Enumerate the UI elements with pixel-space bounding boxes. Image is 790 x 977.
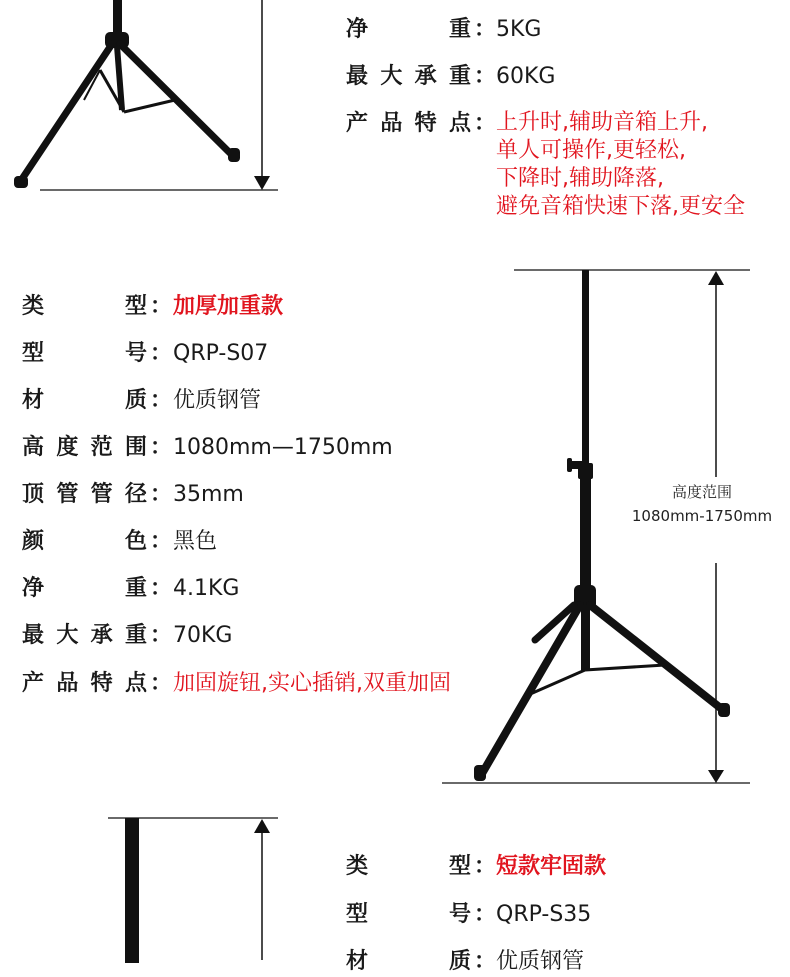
spec-value: QRP-S35 (496, 902, 592, 927)
spec-label (346, 947, 471, 977)
feature-line: 下降时,辅助降落, (496, 166, 664, 191)
label-char: 特 (414, 111, 437, 136)
colon: ： (474, 64, 497, 89)
spec-label (22, 433, 147, 463)
speaker-stand-image-3 (108, 815, 283, 960)
height-range-value: 1080mm-1750mm (631, 507, 773, 525)
colon: ： (150, 529, 173, 554)
label-char: 品 (380, 111, 403, 136)
spec-value: 70KG (173, 623, 233, 648)
spec-label (346, 15, 471, 45)
spec-label (22, 669, 147, 699)
label-char: 重 (448, 64, 471, 89)
spec-value: 黑色 (173, 529, 218, 554)
label-char: 型 (448, 854, 471, 879)
label-char: 点 (448, 111, 471, 136)
spec-value: 60KG (496, 64, 556, 89)
label-char: 品 (56, 671, 79, 696)
feature-line: 上升时,辅助音箱上升, (496, 110, 708, 135)
spec-label (346, 852, 471, 882)
label-char: 大 (56, 623, 79, 648)
spec-label (22, 292, 147, 322)
colon: ： (474, 17, 497, 42)
label-char: 围 (124, 435, 147, 460)
label-char: 型 (346, 902, 369, 927)
spec-value: 短款牢固款 (496, 854, 607, 879)
label-char: 型 (22, 341, 45, 366)
spec-value: QRP-S07 (173, 341, 269, 366)
label-char: 类 (22, 294, 45, 319)
label-char: 型 (124, 294, 147, 319)
colon: ： (474, 111, 497, 136)
feature-line: 单人可操作,更轻松, (496, 138, 686, 163)
label-char: 材 (346, 949, 369, 974)
colon: ： (474, 902, 497, 927)
label-char: 度 (56, 435, 79, 460)
spec-label (22, 527, 147, 557)
spec-value: 4.1KG (173, 576, 240, 601)
spec-value: 加固旋钮,实心插销,双重加固 (173, 671, 451, 696)
label-char: 承 (414, 64, 437, 89)
label-char: 顶 (22, 482, 45, 507)
colon: ： (474, 854, 497, 879)
height-range-caption (612, 480, 790, 528)
label-char: 重 (124, 576, 147, 601)
label-char: 质 (448, 949, 471, 974)
spec-value: 加厚加重款 (173, 294, 284, 319)
label-char: 号 (124, 341, 147, 366)
height-range-title: 高度范围 (671, 483, 732, 501)
label-char: 材 (22, 388, 45, 413)
spec-label (22, 480, 147, 510)
spec-label (346, 109, 471, 139)
label-char: 质 (124, 388, 147, 413)
label-char: 承 (90, 623, 113, 648)
spec-label (22, 339, 147, 369)
spec-label (22, 574, 147, 604)
label-char: 范 (90, 435, 113, 460)
speaker-stand-image-1 (0, 0, 280, 195)
label-char: 管 (56, 482, 79, 507)
spec-value: 5KG (496, 17, 542, 42)
colon: ： (150, 341, 173, 366)
colon: ： (150, 576, 173, 601)
label-char: 大 (380, 64, 403, 89)
label-char: 高 (22, 435, 45, 460)
label-char: 色 (124, 529, 147, 554)
label-char: 产 (22, 671, 45, 696)
spec-label (346, 900, 471, 930)
spec-value: 1080mm—1750mm (173, 435, 393, 460)
spec-label (22, 386, 147, 416)
colon: ： (150, 435, 173, 460)
label-char: 类 (346, 854, 369, 879)
label-char: 重 (124, 623, 147, 648)
colon: ： (150, 388, 173, 413)
label-char: 重 (448, 17, 471, 42)
label-char: 点 (124, 671, 147, 696)
label-char: 最 (346, 64, 369, 89)
label-char: 产 (346, 111, 369, 136)
colon: ： (150, 671, 173, 696)
colon: ： (150, 294, 173, 319)
spec-label (346, 62, 471, 92)
feature-line: 避免音箱快速下落,更安全 (496, 194, 745, 219)
feature-text (496, 109, 745, 221)
colon: ： (474, 949, 497, 974)
label-char: 净 (346, 17, 369, 42)
label-char: 净 (22, 576, 45, 601)
colon: ： (150, 623, 173, 648)
colon: ： (150, 482, 173, 507)
spec-value: 优质钢管 (496, 949, 585, 974)
label-char: 径 (124, 482, 147, 507)
spec-value: 优质钢管 (173, 388, 262, 413)
label-char: 颜 (22, 529, 45, 554)
label-char: 最 (22, 623, 45, 648)
label-char: 号 (448, 902, 471, 927)
spec-label (22, 621, 147, 651)
label-char: 特 (90, 671, 113, 696)
spec-value: 35mm (173, 482, 244, 507)
label-char: 管 (90, 482, 113, 507)
